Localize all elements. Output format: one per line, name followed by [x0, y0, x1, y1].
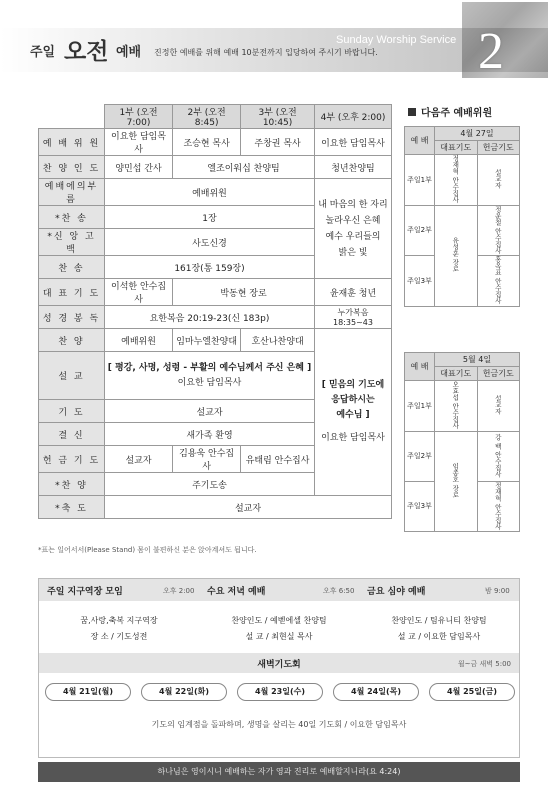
cell: 161장(통 159장) — [105, 256, 315, 279]
cell: 예배위원 — [105, 179, 315, 206]
vertical-text: 유성훈 장로 — [451, 237, 460, 272]
row-label: 예 배 위 원 — [39, 129, 105, 156]
col4-upper-cell — [314, 179, 391, 279]
cell — [477, 256, 520, 307]
col-header-2: 2부 (오전 8:45) — [173, 105, 241, 129]
cell — [435, 155, 478, 206]
row-label: 찬 양 — [39, 329, 105, 352]
col4-upper-line: 놀라우신 은혜 — [325, 215, 381, 226]
header-english: Sunday Worship Service — [336, 34, 457, 46]
service-label: 주일3부 — [405, 256, 435, 307]
committee-label: 예 배 — [405, 353, 435, 381]
table-row — [405, 381, 520, 432]
sub-header-offering: 헌금기도 — [477, 367, 520, 381]
row-label: 찬 송 — [39, 256, 105, 279]
row-label: 설 교 — [39, 352, 105, 400]
table-row — [405, 205, 520, 256]
cell: 설교자 — [105, 446, 173, 473]
table-row — [39, 329, 392, 352]
page-header — [0, 0, 548, 78]
dawn-date-pill: 4월 21일(월) — [45, 683, 131, 701]
col-header-3: 3부 (오전 10:45) — [241, 105, 315, 129]
wednesday-line1: 찬양인도 / 예벧에셀 찬양팀 — [231, 616, 327, 625]
vertical-text: 강 백 안수집사 — [493, 433, 502, 477]
dawn-date-pill: 4월 24일(목) — [333, 683, 419, 701]
stand-footnote: *표는 일어서서(Please Stand) 몸이 불편하신 분은 앉아계셔도 됩니다. — [38, 546, 257, 554]
col4-upper-line: 내 마음의 한 자리 — [318, 199, 388, 210]
row-label: *신 앙 고 백 — [39, 229, 105, 256]
service-label: 주일1부 — [405, 381, 435, 432]
cell — [477, 431, 520, 481]
title-prefix: 주일 — [30, 45, 56, 60]
header-note: 진정한 예배를 위해 예배 10분전까지 입당하여 주시기 바랍니다. — [154, 48, 378, 57]
dawn-prayer-bar — [39, 653, 519, 673]
committee-table-week2 — [404, 352, 520, 532]
worship-schedule-table — [38, 104, 392, 519]
title-main: 오전 — [64, 39, 109, 65]
cell: 이요한 담임목사 — [314, 129, 391, 156]
row-label: 헌 금 기 도 — [39, 446, 105, 473]
dawn-description: 기도의 임계점을 돌파하며, 생명을 살리는 40일 기도회 / 이요한 담임목사 — [151, 720, 407, 729]
district-line2: 장 소 / 기도성전 — [90, 632, 148, 641]
cell: 예배위원 — [105, 329, 173, 352]
sermon-title: [ 평강, 사명, 성령 - 부활의 예수님께서 주신 은혜 ] — [107, 362, 312, 373]
sub-header-prayer: 대표기도 — [435, 141, 478, 155]
square-bullet-icon — [408, 108, 416, 116]
district-line1: 꿈,사랑,축복 지구역장 — [80, 616, 158, 625]
table-row — [39, 156, 392, 179]
wednesday-line2: 설 교 / 최현실 목사 — [245, 632, 313, 641]
vertical-text: 오효섭 안수집사 — [451, 381, 460, 429]
table-corner — [39, 105, 105, 129]
row-label: 기 도 — [39, 400, 105, 423]
cell: 청년찬양팀 — [314, 156, 391, 179]
committee-label: 예 배 — [405, 127, 435, 155]
cell: 사도신경 — [105, 229, 315, 256]
dawn-date-pill: 4월 22일(화) — [141, 683, 227, 701]
table-row — [405, 431, 520, 481]
cell — [477, 381, 520, 432]
service-label: 주일1부 — [405, 155, 435, 206]
cell: 새가족 환영 — [105, 423, 315, 446]
dawn-dates — [45, 683, 515, 703]
col4-sermon-title-line: [ 믿음의 기도에 — [321, 380, 385, 390]
table-row — [405, 155, 520, 206]
table-row — [39, 129, 392, 156]
col4-preacher: 이요한 담임목사 — [321, 433, 385, 443]
committee-heading-text: 다음주 예배위원 — [421, 108, 493, 119]
dawn-date-pill: 4월 23일(수) — [237, 683, 323, 701]
wednesday-time: 오후 6:50 — [323, 587, 355, 595]
dawn-time: 월~금 새벽 5:00 — [457, 660, 511, 668]
row-label: *찬 양 — [39, 473, 105, 496]
row-label: 찬 양 인 도 — [39, 156, 105, 179]
vertical-text: 정재혁 안수집사 — [493, 481, 502, 530]
committee-heading — [408, 104, 492, 119]
district-title: 주일 지구역장 모임 — [47, 587, 123, 597]
table-row — [39, 179, 392, 206]
cell — [435, 431, 478, 532]
table-row — [405, 127, 520, 141]
friday-line2: 설 교 / 이요한 담임목사 — [397, 632, 481, 641]
row-label: 성 경 봉 독 — [39, 306, 105, 329]
vertical-text: 임종호 장로 — [451, 463, 460, 498]
cell: 주기도송 — [105, 473, 315, 496]
service-label: 주일2부 — [405, 205, 435, 256]
service-label: 주일3부 — [405, 481, 435, 532]
header-photo — [462, 2, 548, 78]
vertical-text: 정운철 안수집사 — [493, 205, 502, 254]
row-label: 예배에의부름 — [39, 179, 105, 206]
cell: 설교자 — [105, 400, 315, 423]
cell: 호산나찬양대 — [241, 329, 315, 352]
service-label: 주일2부 — [405, 431, 435, 481]
cell: 유태림 안수집사 — [241, 446, 315, 473]
cell — [477, 155, 520, 206]
col4-sermon-title-line: 응답하시는 — [331, 395, 375, 405]
vertical-text: 설교자 — [493, 395, 502, 415]
cell — [435, 205, 478, 306]
col-header-4: 4부 (오후 2:00) — [314, 105, 391, 129]
cell: 윤재훈 청년 — [314, 279, 391, 306]
vertical-text: 정재혁 안수집사 — [451, 155, 460, 203]
cell — [477, 481, 520, 532]
col4-upper-line: 예수 우리들의 — [325, 231, 381, 242]
vertical-text: 홍옥표 안수집사 — [493, 256, 502, 304]
cell: 박동현 장로 — [173, 279, 315, 306]
table-row — [39, 496, 392, 519]
sub-header-prayer: 대표기도 — [435, 367, 478, 381]
dawn-date-pill: 4월 25일(금) — [429, 683, 515, 701]
district-time: 오후 2:00 — [163, 587, 195, 595]
sermon-cell — [105, 352, 315, 400]
cell — [435, 381, 478, 432]
cell: 양민섭 간사 — [105, 156, 173, 179]
cell — [477, 205, 520, 256]
title-suffix: 예배 — [116, 45, 142, 60]
cell: 임마누엘찬양대 — [173, 329, 241, 352]
cell: 이석한 안수집사 — [105, 279, 173, 306]
row-label: 대 표 기 도 — [39, 279, 105, 306]
friday-time: 밤 9:00 — [485, 587, 510, 595]
dawn-title: 새벽기도회 — [257, 660, 301, 670]
committee-date: 5월 4일 — [435, 353, 520, 367]
table-header-row — [39, 105, 392, 129]
cell: 1장 — [105, 206, 315, 229]
wednesday-title: 수요 저녁 예배 — [207, 587, 266, 597]
table-row — [39, 279, 392, 306]
committee-date: 4월 27일 — [435, 127, 520, 141]
committee-table-week1 — [404, 126, 520, 307]
cell: 김용욱 안수집사 — [173, 446, 241, 473]
table-row — [39, 306, 392, 329]
sermon-preacher: 이요한 담임목사 — [177, 377, 242, 388]
cell: 요한복음 20:19-23(신 183p) — [105, 306, 315, 329]
col-header-1: 1부 (오전 7:00) — [105, 105, 173, 129]
row-label: *찬 송 — [39, 206, 105, 229]
col4-lower-cell — [314, 329, 391, 496]
sub-header-offering: 헌금기도 — [477, 141, 520, 155]
friday-title: 금요 심야 예배 — [367, 587, 426, 597]
row-label: 결 신 — [39, 423, 105, 446]
page-number: 2 — [478, 23, 504, 80]
table-row — [405, 353, 520, 367]
cell: 누가복음 18:35~43 — [314, 306, 391, 329]
other-services-box — [38, 578, 520, 758]
cell: 주창권 목사 — [241, 129, 315, 156]
cell: 엘조이워십 찬양팀 — [173, 156, 315, 179]
col4-sermon-title-line: 예수님 ] — [336, 410, 370, 420]
scripture-verse-bar: 하나님은 영이시니 예배하는 자가 영과 진리로 예배할지니라(요 4:24) — [38, 762, 520, 782]
row-label: *축 도 — [39, 496, 105, 519]
cell: 설교자 — [105, 496, 392, 519]
cell: 이요한 담임목사 — [105, 129, 173, 156]
friday-line1: 찬양인도 / 팀유니티 찬양팀 — [391, 616, 487, 625]
cell: 조승현 목사 — [173, 129, 241, 156]
vertical-text: 설교자 — [493, 169, 502, 189]
col4-upper-line: 밝은 빛 — [338, 247, 368, 258]
